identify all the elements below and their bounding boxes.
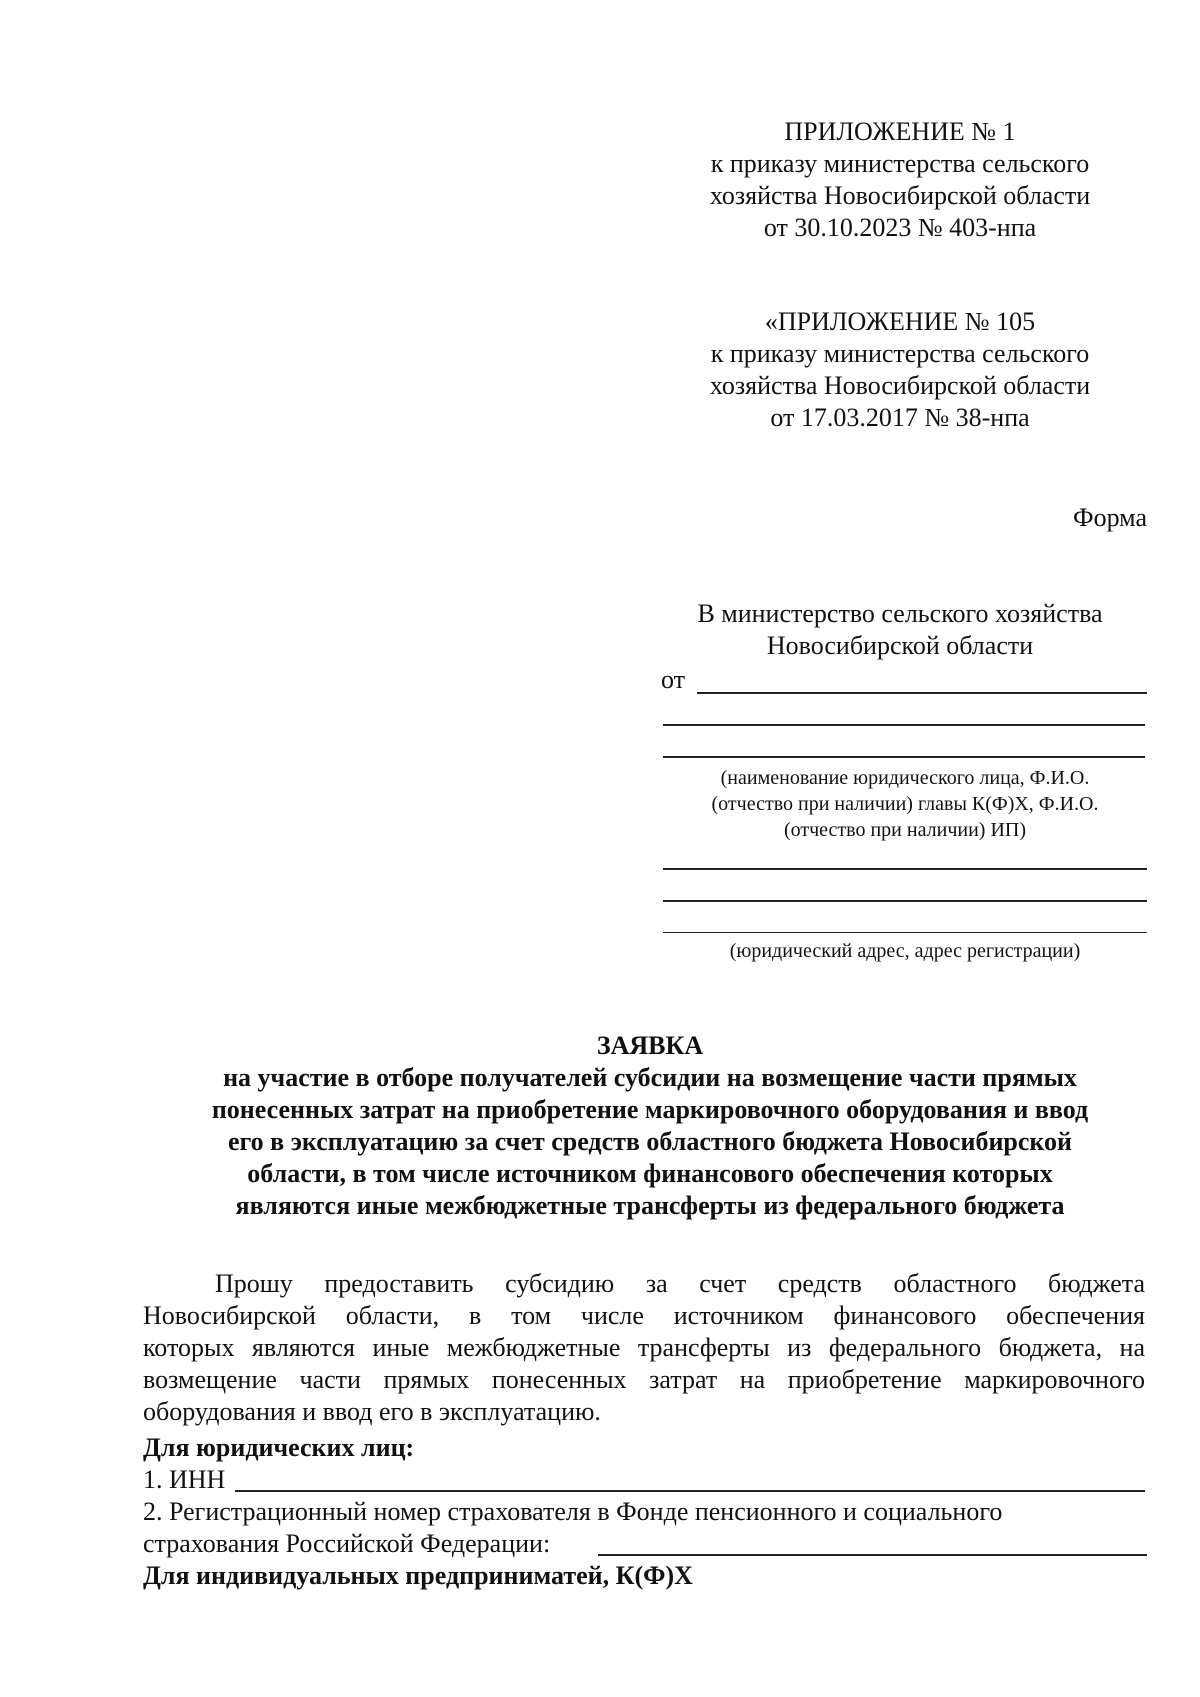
request-line-4: возмещение части прямых понесенных затрат на приобретение маркировочного: [143, 1365, 1145, 1394]
appendix-1-block: [670, 116, 1130, 244]
registration-number-line-2: страхования Российской Федерации:: [143, 1529, 551, 1558]
request-line-2: Новосибирской области, в том числе источником финансового обеспечения: [143, 1301, 1145, 1330]
appendix-105-date-line: от 17.03.2017 № 38-нпа: [770, 403, 1030, 432]
legal-entities-heading: Для юридических лиц:: [143, 1433, 415, 1462]
address-line-3[interactable]: [663, 932, 1147, 933]
addressee-line-1: В министерство сельского хозяйства: [697, 599, 1103, 628]
individuals-heading: Для индивидуальных предприниматей, К(Ф)Х: [143, 1561, 693, 1590]
addressee-line-2: Новосибирской области: [766, 631, 1034, 660]
appendix-105-ministry-line: хозяйства Новосибирской области: [709, 371, 1091, 400]
inn-label: 1. ИНН: [143, 1465, 226, 1494]
from-label: от: [661, 665, 686, 694]
address-line-1[interactable]: [663, 868, 1147, 870]
name-caption-line-3: (отчество при наличии) ИП): [783, 819, 1026, 841]
from-name-line-1[interactable]: [697, 692, 1147, 694]
appendix-1-title: ПРИЛОЖЕНИЕ № 1: [784, 117, 1016, 146]
application-title-block: [100, 1030, 1200, 1222]
appendix-105-title: «ПРИЛОЖЕНИЕ № 105: [764, 307, 1036, 336]
address-caption: (юридический адрес, адрес регистрации): [729, 940, 1081, 962]
application-subtitle-line-3: его в эксплуатацию за счет средств областного бюджета Новосибирской: [227, 1127, 1073, 1156]
appendix-1-ministry-line: хозяйства Новосибирской области: [709, 181, 1091, 210]
registration-number-field-line[interactable]: [598, 1554, 1147, 1556]
application-subtitle-line-1: на участие в отборе получателей субсидии на возмещение части прямых: [223, 1063, 1077, 1092]
name-caption-line-1: (наименование юридического лица, Ф.И.О.: [720, 767, 1090, 789]
application-subtitle-line-4: области, в том числе источником финансового обеспечения которых: [247, 1159, 1053, 1188]
appendix-1-order-line: к приказу министерства сельского: [710, 149, 1090, 178]
from-name-line-2[interactable]: [663, 724, 1145, 726]
appendix-105-block: [670, 306, 1130, 434]
name-caption-line-2: (отчество при наличии) главы К(Ф)Х, Ф.И.О.: [711, 793, 1099, 815]
registration-number-line-1: 2. Регистрационный номер страхователя в Фонде пенсионного и социального: [143, 1497, 1003, 1526]
inn-field-line[interactable]: [235, 1490, 1145, 1492]
application-subtitle-line-2: понесенных затрат на приобретение маркировочного оборудования и ввод: [211, 1095, 1089, 1124]
form-label: Форма: [1073, 503, 1147, 532]
application-title: ЗАЯВКА: [596, 1031, 704, 1060]
appendix-1-date-line: от 30.10.2023 № 403-нпа: [763, 213, 1037, 242]
request-line-1: Прошу предоставить субсидию за счет средств областного бюджета: [215, 1269, 1145, 1298]
appendix-105-order-line: к приказу министерства сельского: [710, 339, 1090, 368]
request-paragraph: [143, 1268, 1145, 1428]
address-line-2[interactable]: [663, 900, 1147, 902]
from-name-line-3[interactable]: [663, 756, 1145, 758]
request-line-5: оборудования и ввод его в эксплуатацию.: [143, 1397, 601, 1426]
name-caption: [660, 765, 1150, 843]
request-line-3: которых являются иные межбюджетные трансферты из федерального бюджета, на: [143, 1333, 1145, 1362]
application-subtitle-line-5: являются иные межбюджетные трансферты из федерального бюджета: [235, 1191, 1065, 1220]
addressee-block: [670, 598, 1130, 662]
